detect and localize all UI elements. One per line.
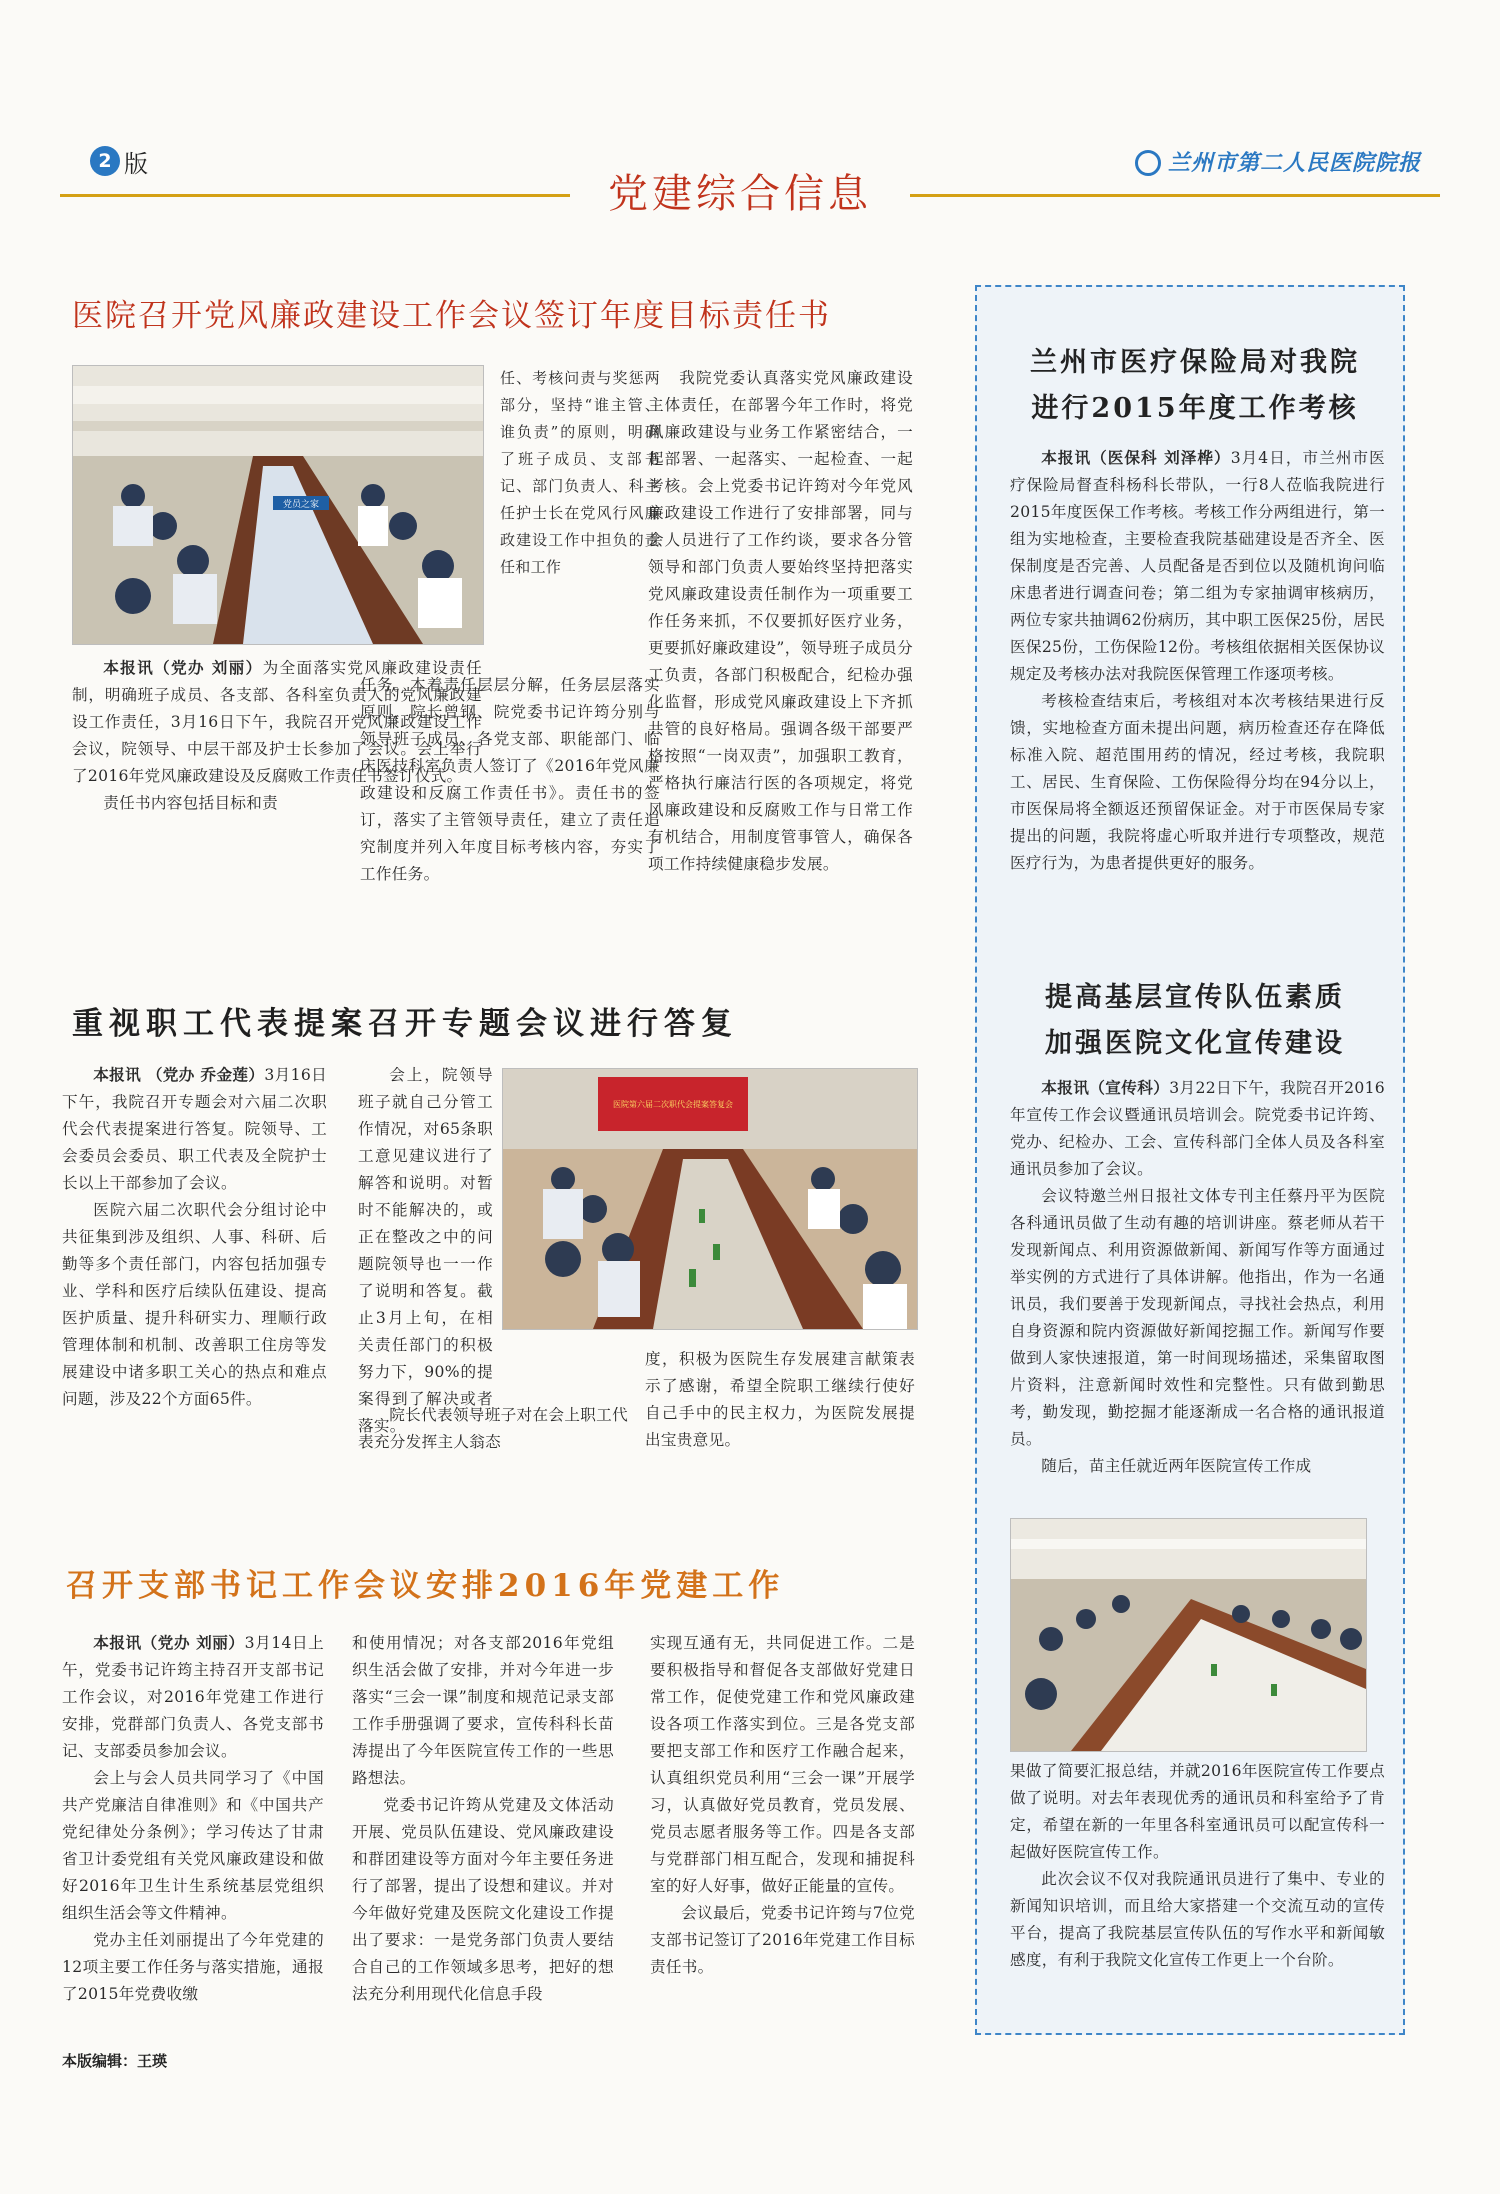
article3-text-3a: 实现互通有无，共同促进工作。二是要积极指导和督促各支部做好党建日常工作，促使党建工作和党风廉政建设各项工作落实到位。三是各党支部要把支部工作和医疗工作融合起来，认真组织党员利用“三会一课”开展学习，认真做好党员教育，党员发展、党员志愿者服务等工作。四是各支部与党群部门相互配合，发现和捕捉科室的好人好事，做好正能量的宣传。: [650, 1634, 915, 1895]
article3-title: 召开支部书记工作会议安排2016年党建工作: [66, 1568, 785, 1604]
sidebar2-photo: [1010, 1518, 1367, 1752]
article3-col2: [352, 1630, 614, 2008]
sidebar2-text-2: 会议特邀兰州日报社文体专刊主任蔡丹平为医院各科通讯员做了生动有趣的培训讲座。蔡老师从若干发现新闻点、利用资源做新闻、新闻写作等方面通过举实例的方式进行了具体讲解。他指出，作为一名通讯员，我们要善于发现新闻点，寻找社会热点，利用自身资源和院内资源做好新闻挖掘工作。新闻写作要做到人家快速报道，第一时间现场描述，采集留取图片资料，注意新闻时效性和完整性。只有做到勤思考，勤发现，勤挖掘才能逐渐成一名合格的通讯报道员。: [1010, 1187, 1385, 1448]
article3-lead: 本报讯（党办 刘丽）: [93, 1634, 245, 1652]
article1-col2a: [500, 365, 660, 581]
article2-photo-banner: 医院第六届二次职代会提案答复会: [613, 1100, 733, 1109]
article2-text-2b: 院长代表领导班子对在会上职工代表充分发挥主人翁态: [358, 1406, 628, 1451]
article3-text-1a: 3月14日上午，党委书记许筠主持召开支部书记工作会议，对2016年党建工作进行安排，党群部门负责人、各党支部书记、支部委员参加会议。: [62, 1634, 324, 1760]
sidebar1-title: [1000, 340, 1390, 432]
sidebar2-text-1: 3月22日下午，我院召开2016年宣传工作会议暨通讯员培训会。院党委书记许筠、党办、纪检办、工会、宣传科部门全体人员及各科室通讯员参加了会议。: [1010, 1079, 1386, 1178]
article1-photo: [72, 365, 484, 645]
article2-col1: [62, 1062, 327, 1413]
sidebar2-lead: 本报讯（宣传科）: [1041, 1079, 1170, 1097]
meeting-photo-image: [1011, 1519, 1366, 1751]
article2-text-2a: 会上，院领导班子就自己分管工作情况，对65条职工意见建议进行了解答和说明。对暂时不能解决的，或正在整改之中的问题院领导也一一作了说明和答复。截止3月上旬，在相关责任部门的积极努力下，90%的提案得到了解决或者落实。: [358, 1066, 493, 1435]
page-number-suffix: 版: [124, 150, 148, 178]
sidebar2-body: [1010, 1075, 1385, 1480]
article2-text-3: 度，积极为医院生存发展建言献策表示了感谢，希望全院职工继续行使好自己手中的民主权力，为医院发展提出宝贵意见。: [645, 1350, 915, 1449]
article2-lead: 本报讯 （党办 乔金莲）: [93, 1066, 265, 1084]
sidebar1-lead: 本报讯（医保科 刘泽桦）: [1041, 449, 1231, 467]
article2-col3: [645, 1346, 915, 1454]
article2-photo: [502, 1068, 918, 1330]
sidebar1-title-line1: 兰州市医疗保险局对我院: [1030, 347, 1360, 378]
masthead-logo-icon: [1135, 150, 1161, 176]
article1-text-1: 为全面落实党风廉政建设责任制，明确班子成员、各支部、各科室负责人的党风廉政建设工作责任，3月16日下午，我院召开党风廉政建设工作会议，院领导、中层干部及护士长参加了会议。会上举行了2016年党风廉政建设及反腐败工作责任书签订仪式。: [72, 659, 482, 785]
article3-text-1b: 会上与会人员共同学习了《中国共产党廉洁自律准则》和《中国共产党纪律处分条例》；学习传达了甘肃省卫计委党组有关党风廉政建设和做好2016年卫生计生系统基层党组织组织生活会等文件精神。: [62, 1769, 324, 1922]
sidebar2-body-cont: [1010, 1758, 1385, 1974]
sidebar2-text-4: 此次会议不仅对我院通讯员进行了集中、专业的新闻知识培训，而且给大家搭建一个交流互动的宣传平台，提高了我院基层宣传队伍的写作水平和新闻敏感度，有利于我院文化宣传工作更上一个台阶。: [1010, 1870, 1385, 1969]
article1-col3: [648, 365, 913, 878]
article1-col2b: [360, 672, 660, 888]
article1-lead: 本报讯（党办 刘丽）: [103, 659, 263, 677]
meeting-photo-image: [73, 366, 483, 644]
article3-col1: [62, 1630, 324, 2008]
article2-col2b: [358, 1402, 628, 1456]
sidebar1-text-1: 3月4日，市兰州市医疗保险局督查科杨科长带队，一行8人莅临我院进行2015年度医保工作考核。考核工作分两组进行，第一组为实地检查，主要检查我院基础建设是否齐全、医保制度是否完善、人员配备是否到位以及随机询问临床患者进行调查问卷；第二组为专家抽调审核病历，两位专家共抽调62份病历，其中职工医保25份，居民医保25份，工伤保险12份。考核组依据相关医保协议规定及考核办法对我院医保管理工作逐项考核。: [1010, 449, 1386, 683]
article2-text-1a: 3月16日下午，我院召开专题会对六届二次职代会代表提案进行答复。院领导、工会委员会委员、职工代表及全院护士长以上干部参加了会议。: [62, 1066, 328, 1192]
section-title: 党建综合信息: [608, 171, 872, 217]
page-number-badge: 2: [90, 146, 120, 176]
sidebar2-title-line2: 加强医院文化宣传建设: [1045, 1028, 1345, 1059]
sidebar2-title-line1: 提高基层宣传队伍素质: [1045, 982, 1345, 1013]
footer-editor: 本版编辑：王瑛: [62, 2052, 168, 2070]
header-rule-left: [60, 194, 570, 197]
page-header: [60, 138, 1440, 218]
article1-text-2a: 任、考核问责与奖惩两部分，坚持“谁主管、谁负责”的原则，明确了班子成员、支部书记、部门负责人、科主任护士长在党风行风廉政建设工作中担负的责任和工作: [500, 369, 660, 576]
sidebar2-title: [1000, 975, 1390, 1067]
article2-col2a: [358, 1062, 493, 1440]
header-rule-right: [910, 194, 1440, 197]
sidebar2-text-3b: 果做了简要汇报总结，并就2016年医院宣传工作要点做了说明。对去年表现优秀的通讯员和科室给予了肯定，希望在新的一年里各科室通讯员可以配宣传科一起做好医院宣传工作。: [1010, 1762, 1385, 1861]
article3-text-1c: 党办主任刘丽提出了今年党建的12项主要工作任务与落实措施，通报了2015年党费收缴: [62, 1931, 324, 2003]
article1-photo-sign: 党员之家: [282, 500, 320, 510]
article3-text-3b: 会议最后，党委书记许筠与7位党支部书记签订了2016年党建工作目标责任书。: [650, 1904, 915, 1976]
sidebar2-text-3a: 随后，苗主任就近两年医院宣传工作成: [1041, 1457, 1312, 1475]
article1-title: 医院召开党风廉政建设工作会议签订年度目标责任书: [72, 298, 831, 334]
masthead-title: 兰州市第二人民医院院报: [1168, 150, 1422, 176]
article3-col3: [650, 1630, 915, 1981]
article2-title: 重视职工代表提案召开专题会议进行答复: [72, 1006, 738, 1042]
article3-text-2a: 和使用情况；对各支部2016年党组织生活会做了安排，并对今年进一步落实“三会一课”制度和规范记录支部工作手册强调了要求，宣传科科长苗涛提出了今年医院宣传工作的一些思路想法。: [352, 1634, 614, 1787]
article1-text-3: 我院党委认真落实党风廉政建设主体责任，在部署今年工作时，将党风廉政建设与业务工作紧密结合，一起部署、一起落实、一起检查、一起考核。会上党委书记许筠对今年党风廉政建设工作进行了安排部署，同与会人员进行了工作约谈，要求各分管领导和部门负责人要始终坚持把落实党风廉政建设责任制作为一项重要工作任务来抓，不仅要抓好医疗业务，更要抓好廉政建设”，领导班子成员分工负责，各部门积极配合，纪检办强化监督，形成党风廉政建设上下齐抓共管的良好格局。强调各级干部要严格按照“一岗双责”，加强职工教育，严格执行廉洁行医的各项规定，将党风廉政建设和反腐败工作与日常工作有机结合，用制度管事管人，确保各项工作持续健康稳步发展。: [648, 369, 913, 873]
sidebar1-text-2: 考核检查结束后，考核组对本次考核结果进行反馈，实地检查方面未提出问题，病历检查还存在降低标准入院、超范围用药的情况，经过考核，我院职工、居民、生育保险、工伤保险得分均在94分以上，市医保局将全额返还预留保证金。对于市医保局专家提出的问题，我院将虚心听取并进行专项整改，规范医疗行为，为患者提供更好的服务。: [1010, 692, 1385, 872]
meeting-photo-image: [503, 1069, 917, 1329]
sidebar1-title-line2: 进行2015年度工作考核: [1031, 393, 1359, 424]
article1-text-2b: 任务。本着责任层层分解，任务层层落实原则，院长曾钢、院党委书记许筠分别与领导班子成员、各党支部、职能部门、临床医技科室负责人签订了《2016年党风廉政建设和反腐工作责任书》。责任书的签订，落实了主管领导责任，建立了责任追究制度并列入年度目标考核内容，夯实了工作任务。: [360, 676, 660, 883]
sidebar1-body: [1010, 445, 1385, 877]
article1-text-1b: 责任书内容包括目标和责: [103, 794, 279, 812]
article2-text-1b: 医院六届二次职代会分组讨论中共征集到涉及组织、人事、科研、后勤等多个责任部门，内容包括加强专业、学科和医疗后续队伍建设、提高医护质量、提升科研实力、理顺行政管理体制和机制、改善职工住房等发展建设中诸多职工关心的热点和难点问题，涉及22个方面65件。: [62, 1201, 327, 1408]
article3-text-2b: 党委书记许筠从党建及文体活动开展、党员队伍建设、党风廉政建设和群团建设等方面对今年主要任务进行了部署，提出了设想和建议。并对今年做好党建及医院文化建设工作提出了要求：一是党务部门负责人要结合自己的工作领域多思考，把好的想法充分利用现代化信息手段: [352, 1796, 614, 2003]
